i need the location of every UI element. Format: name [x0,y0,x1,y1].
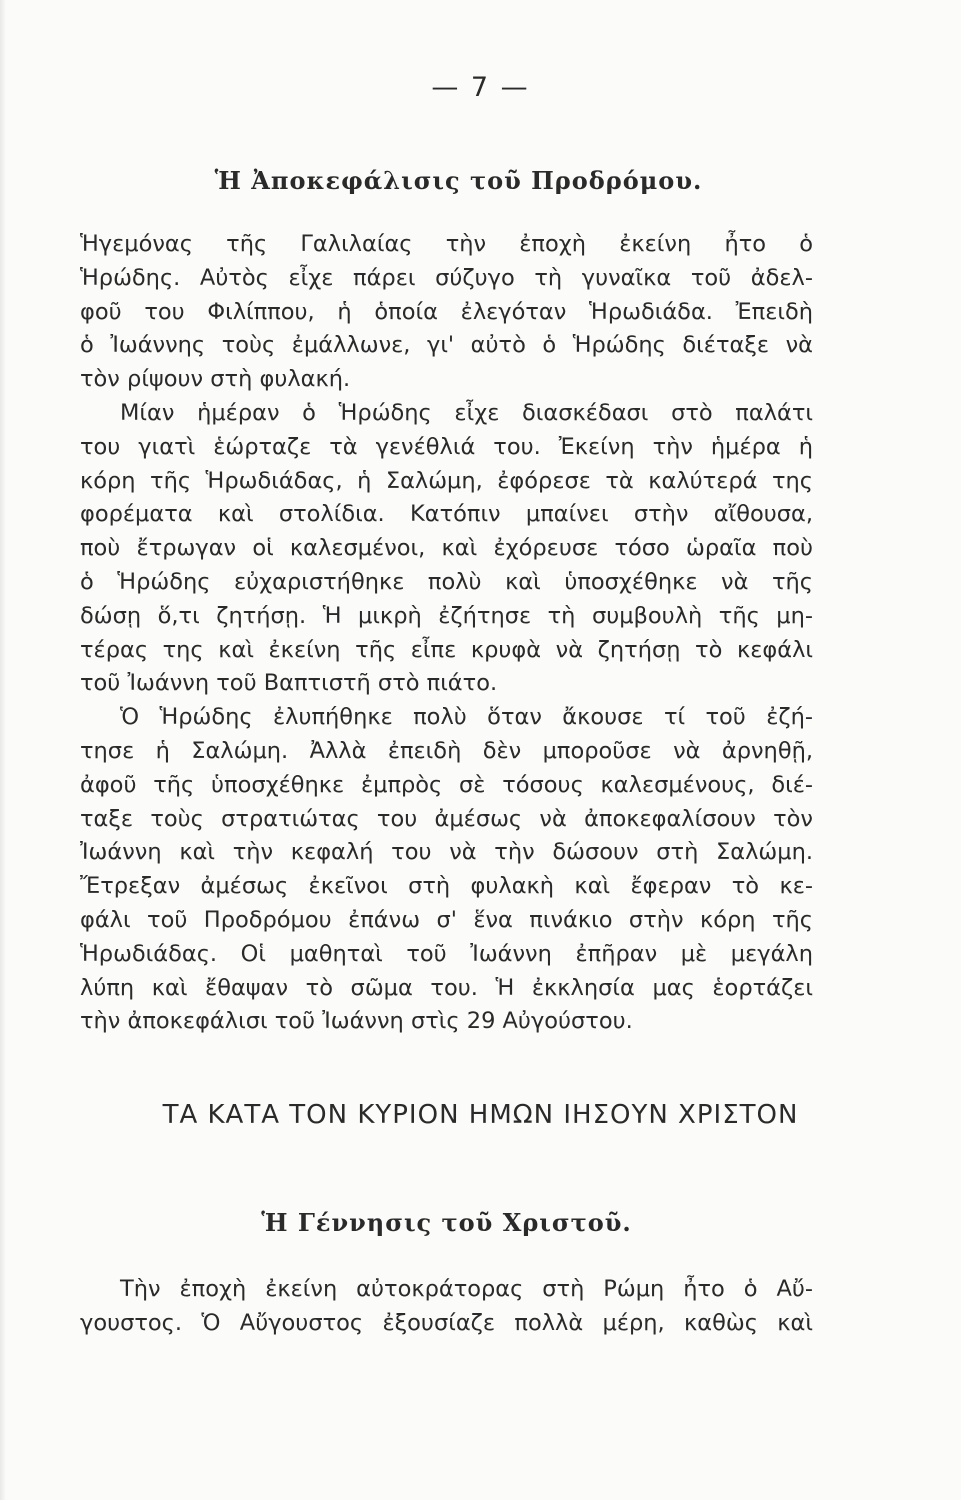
text-line: τὸν ρίψουν στὴ φυλακή. [80,366,351,393]
text-line: φορέματα καὶ στολίδια. Κατόπιν μπαίνει στὴν αἴθουσα, [80,501,813,528]
text-line: τέρας της καὶ ἐκείνη τῆς εἶπε κρυφὰ νὰ ζητήσῃ τὸ κεφάλι [80,636,813,663]
text-line: τὴν ἀποκεφάλισι τοῦ Ἰωάννη στὶς 29 Αὐγούστου. [80,1008,633,1035]
article-title-beheading: Ἡ Ἀποκεφάλισις τοῦ Προδρόμου. [214,166,703,195]
text-line: Ἡρώδης. Αὐτὸς εἶχε πάρει σύζυγο τὴ γυναῖκα τοῦ ἀδελ- [80,264,813,291]
text-line: Τὴν ἐποχὴ ἐκείνη αὐτοκράτορας στὴ Ρώμη ἦτο ὁ Αὔ- [120,1276,813,1302]
page-edge [0,0,6,1500]
text-line: ποὺ ἔτρωγαν οἱ καλεσμένοι, καὶ ἐχόρευσε τόσο ὡραῖα ποὺ [80,535,813,562]
text-line: ταξε τοὺς στρατιώτας του ἀμέσως νὰ ἀποκεφαλίσουν τὸν [80,805,813,832]
text-line: τησε ἡ Σαλώμη. Ἀλλὰ ἐπειδὴ δὲν μποροῦσε νὰ ἀρνηθῇ, [80,737,813,764]
article-title-nativity: Ἡ Γέννησις τοῦ Χριστοῦ. [261,1208,632,1237]
text-line: Ἰωάννη καὶ τὴν κεφαλή του νὰ τὴν δώσουν στὴ Σαλώμη. [80,839,813,866]
text-line: Ἡρωδιάδας. Οἱ μαθηταὶ τοῦ Ἰωάννη ἐπῆραν μὲ μεγάλη [80,940,813,967]
text-line: τοῦ Ἰωάννη τοῦ Βαπτιστῆ στὸ πιάτο. [80,670,498,697]
text-line: Ὁ Ἡρώδης ἐλυπήθηκε πολὺ ὅταν ἄκουσε τί τοῦ ἐζή- [120,704,813,731]
text-line: κόρη τῆς Ἡρωδιάδας, ἡ Σαλώμη, ἐφόρεσε τὰ καλύτερά της [80,467,813,494]
text-line: Ἡγεμόνας τῆς Γαλιλαίας τὴν ἐποχὴ ἐκείνη ἦτο ὁ [80,231,813,257]
section-title: ΤΑ ΚΑΤΑ ΤΟΝ ΚΥΡΙΟΝ ΗΜΩΝ ΙΗΣΟΥΝ ΧΡΙΣΤΟΝ [162,1100,799,1130]
text-line: φοῦ του Φιλίππου, ἡ ὁποία ἐλεγόταν Ἡρωδιάδα. Ἐπειδὴ [80,298,813,325]
text-line: λύπη καὶ ἔθαψαν τὸ σῶμα του. Ἡ ἐκκλησία μας ἑορτάζει [80,974,813,1001]
text-line: φάλι τοῦ Προδρόμου ἐπάνω σ' ἕνα πινάκιο στὴν κόρη τῆς [80,906,813,933]
text-line: ὁ Ἰωάννης τοὺς ἐμάλλωνε, γι' αὐτὸ ὁ Ἡρώδης διέταξε νὰ [80,332,813,359]
text-line: δώσῃ ὅ,τι ζητήσῃ. Ἡ μικρὴ ἐζήτησε τὴ συμβουλὴ τῆς μη- [80,602,813,629]
text-line: Ἔτρεξαν ἀμέσως ἐκεῖνοι στὴ φυλακὴ καὶ ἔφεραν τὸ κε- [80,873,813,900]
article-body-nativity [80,1273,813,1341]
text-line: ὁ Ἡρώδης εὐχαριστήθηκε πολὺ καὶ ὑποσχέθηκε νὰ τῆς [80,568,813,595]
text-line: του γιατὶ ἑώρταζε τὰ γενέθλιά του. Ἐκείνη τὴν ἡμέρα ἡ [80,433,813,460]
text-line: γουστος. Ὁ Αὔγουστος ἐξουσίαζε πολλὰ μέρη, καθὼς καὶ [80,1309,813,1336]
article-body-beheading [80,228,813,1039]
text-line: Μίαν ἡμέραν ὁ Ἡρώδης εἶχε διασκέδασι στὸ παλάτι [120,399,813,426]
page-number: — 7 — [431,72,530,103]
text-line: ἀφοῦ τῆς ὑποσχέθηκε ἐμπρὸς σὲ τόσους καλεσμένους, διέ- [80,771,813,798]
